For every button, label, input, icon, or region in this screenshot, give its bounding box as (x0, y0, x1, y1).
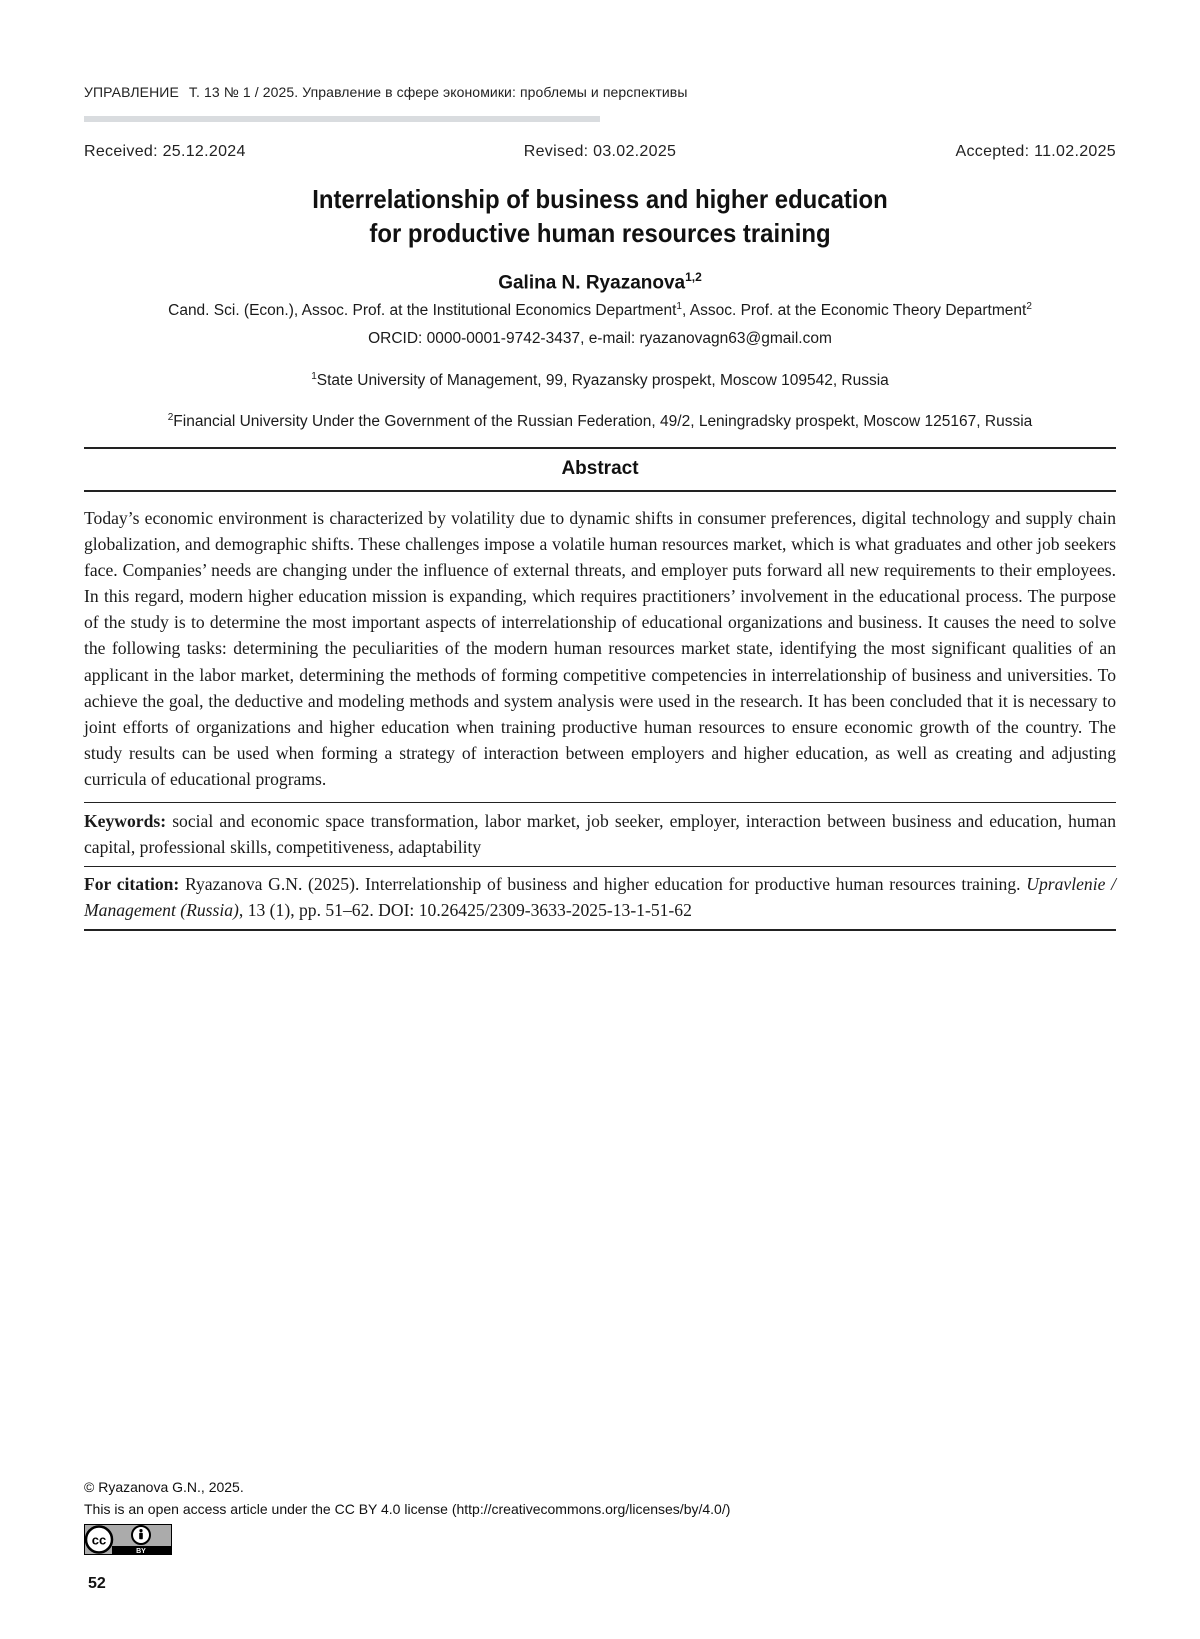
author-affil-marks: 1,2 (685, 270, 702, 284)
keywords-top-rule (84, 802, 1116, 803)
cc-by-label: BY (136, 1548, 146, 1555)
article-title (125, 182, 1074, 250)
abstract-top-rule (84, 447, 1116, 449)
copyright-notice: © Ryazanova G.N., 2025. (84, 1479, 244, 1495)
affiliation-1-text: State University of Management, 99, Ryazansky prospekt, Moscow 109542, Russia (316, 372, 889, 390)
affiliation-1 (84, 371, 1116, 390)
svg-text:cc: cc (91, 1532, 107, 1548)
page-number: 52 (88, 1575, 106, 1592)
keywords (84, 808, 1116, 860)
abstract-heading: Abstract (561, 458, 639, 479)
citation-top-rule (84, 866, 1116, 867)
author-position (84, 301, 1116, 320)
author-name-text: Galina N. Ryazanova (498, 272, 686, 294)
affiliation-2-mark: 2 (167, 412, 174, 423)
position-mark-2: 2 (1026, 301, 1032, 312)
received-date: Received: 25.12.2024 (84, 143, 246, 160)
position-mark-1: 1 (676, 301, 682, 312)
citation-journal: Upravlenie / Management (Russia) (84, 874, 1116, 920)
keywords-text: social and economic space transformation, labor market, job seeker, employer, interaction between business and education, human capital, professional skills, competitiveness, adaptability (84, 811, 1116, 857)
position-text-2: , Assoc. Prof. at the Economic Theory Department (681, 302, 1027, 320)
citation-text: Ryazanova G.N. (2025). Interrelationship of business and higher education for productive human resources training. (179, 874, 1027, 894)
running-header (84, 84, 687, 100)
affiliation-1-mark: 1 (311, 371, 317, 382)
title-line-1: Interrelationship of business and higher education (312, 184, 888, 214)
title-line-2: for productive human resources training (369, 218, 831, 248)
affiliation-2 (84, 412, 1116, 431)
citation (84, 871, 1116, 923)
citation-tail: , 13 (1), pp. 51–62. DOI: 10.26425/2309-3633-2025-13-1-51-62 (238, 900, 692, 920)
citation-bottom-rule (84, 929, 1116, 931)
author-name (84, 270, 1116, 294)
license-notice: This is an open access article under the CC BY 4.0 license (http://creativecommons.org/licenses/by/4.0/) (84, 1501, 731, 1517)
keywords-label: Keywords: (84, 811, 167, 831)
affiliation-2-text: Financial University Under the Government of the Russian Federation, 49/2, Leningradsky prospekt, Moscow 125167, Russia (173, 413, 1033, 431)
revised-date: Revised: 03.02.2025 (523, 143, 677, 160)
accepted-date: Accepted: 11.02.2025 (955, 143, 1116, 160)
author-contacts: ORCID: 0000-0001-9742-3437, e-mail: ryazanovagn63@gmail.com (368, 330, 832, 347)
issue-info: Т. 13 № 1 / 2025. Управление в сфере экономики: проблемы и перспективы (188, 84, 688, 100)
cc-by-license-icon[interactable] (84, 1524, 172, 1555)
position-text-1: Cand. Sci. (Econ.), Assoc. Prof. at the Institutional Economics Department (168, 302, 677, 320)
header-bar (84, 116, 600, 122)
citation-label: For citation: (84, 874, 180, 894)
journal-name: УПРАВЛЕНИЕ (84, 84, 179, 100)
abstract-heading-rule (84, 490, 1116, 492)
abstract-text: Today’s economic environment is characterized by volatility due to dynamic shifts in consumer preferences, digital technology and supply chain globalization, and demographic shifts. These challenges impose a volatile human resources market, which is what graduates and other job seekers face. Companies’ needs are changing under the influence of external threats, and employer puts forward all new requirements to their employees. In this regard, modern higher education mission is expanding, which requires practitioners’ involvement in the educational process. The purpose of the study is to determine the most important aspects of interrelationship of educational organizations and business. It causes the need to solve the following tasks: determining the peculiarities of the modern human resources market state, identifying the most significant qualities of an applicant in the labor market, determining the methods of forming competitive competencies in interrelationship of business and universities. To achieve the goal, the deductive and modeling methods and system analysis were used in the research. It has been concluded that it is necessary to joint efforts of organizations and higher education when training productive human resources to ensure economic growth of the country. The study results can be used when forming a strategy of interaction between employers and higher education, as well as creating and adjusting curricula of educational programs. (84, 508, 1116, 789)
